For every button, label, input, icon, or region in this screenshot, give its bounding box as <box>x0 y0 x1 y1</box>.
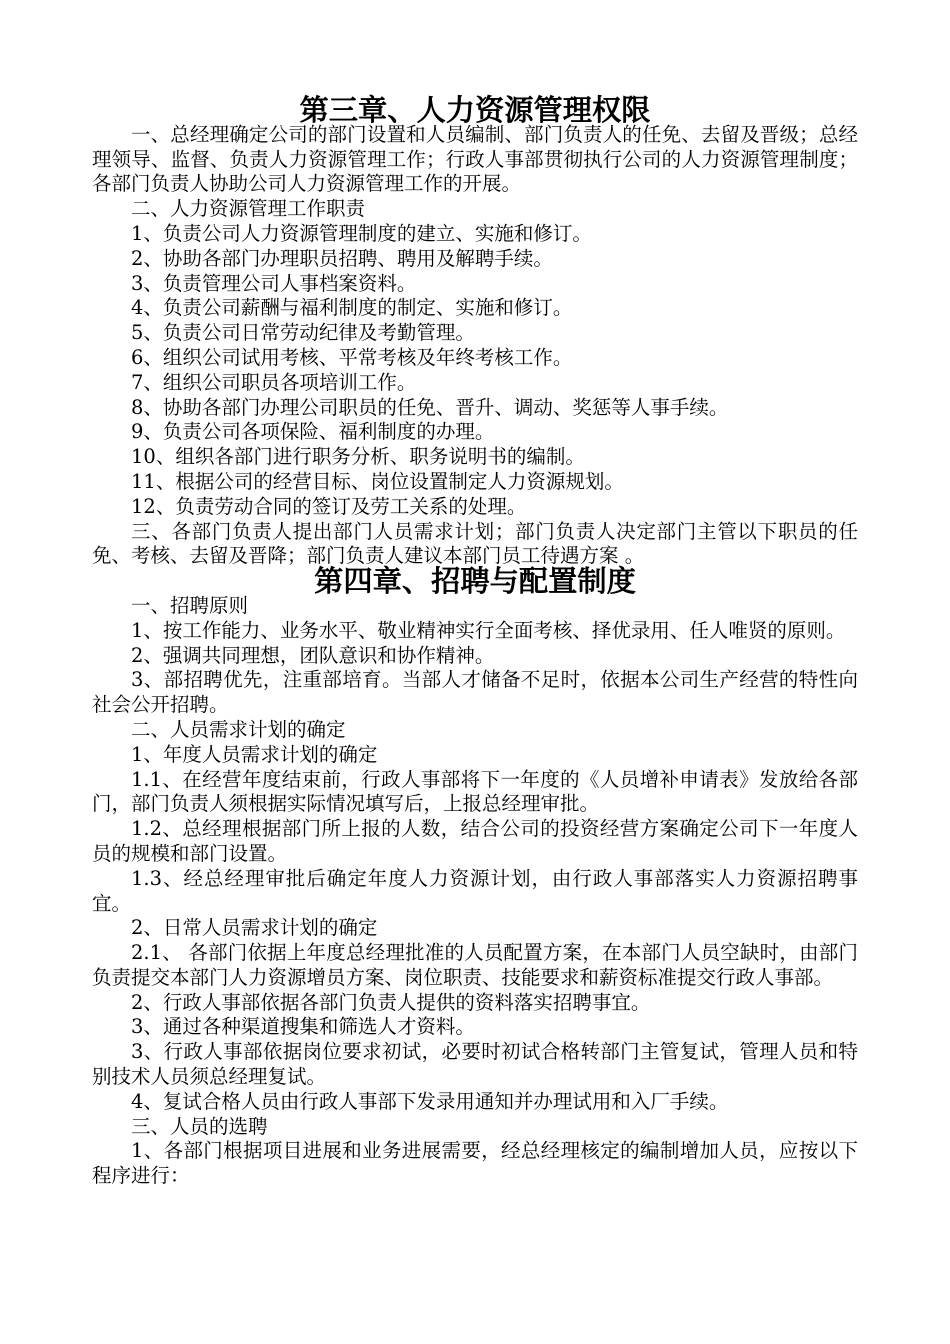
list-item: 4、复试合格人员由行政人事部下发录用通知并办理试用和入厂手续。 <box>131 1089 729 1113</box>
list-item: 5、负责公司日常劳动纪律及考勤管理。 <box>131 321 475 345</box>
list-item: 2、协助各部门办理职员招聘、聘用及解聘手续。 <box>131 246 553 270</box>
list-item: 2、行政人事部依据各部门负责人提供的资料落实招聘事宜。 <box>131 990 651 1014</box>
list-item: 3、行政人事部依据岗位要求初试，必要时初试合格转部门主管复试，管理人员和特别技术人员须总经理复试。 <box>92 1040 858 1089</box>
list-item: 8、协助各部门办理公司职员的任免、晋升、调动、奖惩等人事手续。 <box>131 395 729 419</box>
section-heading: 三、人员的选聘 <box>131 1114 268 1138</box>
list-item: 3、部招聘优先，注重部培育。当部人才储备不足时，依据本公司生产经营的特性向社会公开招聘。 <box>92 668 858 717</box>
chapter-3-title: 第三章、人力资源管理权限 <box>299 93 651 127</box>
list-item: 1、负责公司人力资源管理制度的建立、实施和修订。 <box>131 221 592 245</box>
chapter-4-title: 第四章、招聘与配置制度 <box>314 564 636 599</box>
chapter-3-body <box>92 123 858 569</box>
list-item: 2、强调共同理想，团队意识和协作精神。 <box>131 643 495 667</box>
section-heading: 二、人力资源管理工作职责 <box>131 197 366 221</box>
list-item: 9、负责公司各项保险、福利制度的办理。 <box>131 420 495 444</box>
paragraph: 一、总经理确定公司的部门设置和人员编制、部门负责人的任免、去留及晋级；总经理领导、监督、负责人力资源管理工作；行政人事部贯彻执行公司的人力资源管理制度；各部门负责人协助公司人力资源管理工作的开展。 <box>92 122 858 196</box>
list-item: 4、负责公司薪酬与福利制度的制定、实施和修订。 <box>131 296 573 320</box>
list-item: 12、负责劳动合同的签订及劳工关系的处理。 <box>131 494 527 518</box>
list-item: 7、组织公司职员各项培训工作。 <box>131 370 417 394</box>
chapter-4-body <box>92 594 858 1189</box>
list-item: 11、根据公司的经营目标、岗位设置制定人力资源规划。 <box>131 469 624 493</box>
list-item: 1、各部门根据项目进展和业务进展需要，经总经理核定的编制增加人员，应按以下程序进行： <box>92 1139 858 1188</box>
subsection-heading: 2、日常人员需求计划的确定 <box>131 916 378 940</box>
list-item: 2.1、 各部门依据上年度总经理批准的人员配置方案，在本部门人员空缺时，由部门负责提交本部门人力资源增员方案、岗位职责、技能要求和薪资标准提交行政人事部。 <box>92 941 858 989</box>
section-heading: 一、招聘原则 <box>131 593 249 617</box>
list-item: 1.3、经总经理审批后确定年度人力资源计划，由行政人事部落实人力资源招聘事宜。 <box>92 866 858 915</box>
list-item: 10、组织各部门进行职务分析、职务说明书的编制。 <box>131 445 585 469</box>
list-item: 1.2、总经理根据部门所上报的人数，结合公司的投资经营方案确定公司下一年度人员的规模和部门设置。 <box>92 817 858 865</box>
section-heading: 二、人员需求计划的确定 <box>131 717 346 741</box>
list-item: 1.1、在经营年度结束前，行政人事部将下一年度的《人员增补申请表》发放给各部门，部门负责人须根据实际情况填写后，上报总经理审批。 <box>92 767 858 816</box>
list-item: 6、组织公司试用考核、平常考核及年终考核工作。 <box>131 345 573 369</box>
paragraph: 三、各部门负责人提出部门人员需求计划；部门负责人决定部门主管以下职员的任免、考核、去留及晋降；部门负责人建议本部门员工待遇方案 。 <box>92 519 858 568</box>
list-item: 1、按工作能力、业务水平、敬业精神实行全面考核、择优录用、任人唯贤的原则。 <box>131 618 846 642</box>
list-item: 3、通过各种渠道搜集和筛选人才资料。 <box>131 1015 475 1039</box>
subsection-heading: 1、年度人员需求计划的确定 <box>131 742 378 766</box>
list-item: 3、负责管理公司人事档案资料。 <box>131 271 417 295</box>
